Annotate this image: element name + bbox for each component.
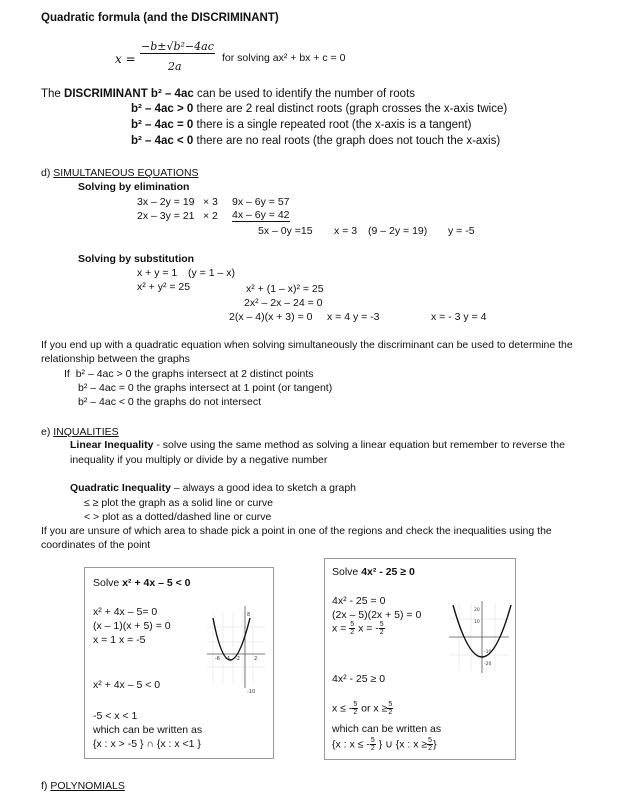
substitution-title: Solving by substitution <box>78 253 195 265</box>
box1-line4: x² + 4x – 5 < 0 <box>93 679 161 691</box>
formula-denominator: 2a <box>168 60 182 73</box>
y-tick-top: 8 <box>247 612 251 618</box>
box1-line3: x = 1 x = -5 <box>93 634 146 646</box>
quadratic-inequality-line <box>70 482 356 494</box>
example-box-1 <box>84 567 274 759</box>
elim-xval: x = 3 <box>334 225 358 237</box>
elim-mult1: × 3 <box>203 196 218 208</box>
box2-line7 <box>332 737 437 752</box>
case-text: there are no real roots (the graph does not touch the x-axis) <box>196 135 501 147</box>
box1-graph <box>203 602 269 694</box>
case-cond: b² – 4ac = 0 <box>131 119 194 131</box>
elim-yval: y = -5 <box>448 225 475 237</box>
fraction-5-2 <box>352 701 358 716</box>
sub-step2: 2x² – 2x – 24 = 0 <box>244 297 323 309</box>
quad-text: – always a good idea to sketch a graph <box>173 482 356 494</box>
title-bold: x² + 4x – 5 < 0 <box>122 577 191 589</box>
x-eq-neg: x = - <box>358 622 379 635</box>
case-text: there is a single repeated root (the x-axis is a tangent) <box>196 119 472 131</box>
page-title: Quadratic formula (and the DISCRIMINANT) <box>41 12 279 24</box>
elim-res1: 9x – 6y = 57 <box>232 196 290 208</box>
box1-line6: which can be written as <box>93 724 203 736</box>
title-pre: Solve <box>93 577 120 589</box>
section-title: SIMULTANEOUS EQUATIONS <box>53 167 199 179</box>
discriminant-case-3 <box>131 135 500 147</box>
title-pre: Solve <box>332 566 359 578</box>
or-x-ge: or x ≥ <box>361 702 388 715</box>
section-d-heading <box>41 167 199 179</box>
unsure-line1: If you are unsure of which area to shade pick a point in one of the regions and check the inequalities using the <box>41 525 552 537</box>
set-union: } ∪ {x : x ≥ <box>378 738 428 751</box>
box2-line4: 4x² - 25 ≥ 0 <box>332 673 386 685</box>
numerator: 5 <box>350 621 355 628</box>
elim-eq2: 2x – 3y = 21 <box>137 210 195 222</box>
elim-sub: (9 – 2y = 19) <box>368 225 428 237</box>
example-box-2 <box>324 558 516 760</box>
box1-line2: (x – 1)(x + 5) = 0 <box>93 620 171 632</box>
box2-line5 <box>332 701 393 716</box>
denominator: 2 <box>428 745 433 752</box>
box1-title <box>93 577 191 589</box>
section-title: POLYNOMIALS <box>50 780 125 792</box>
unsure-line2: coordinates of the point <box>41 539 151 551</box>
set-close: } <box>433 738 437 751</box>
box1-line1: x² + 4x – 5= 0 <box>93 606 158 618</box>
if-case-1 <box>64 368 314 380</box>
y-tick-bottom: -10 <box>247 689 256 694</box>
sub-rearr: (y = 1 – x) <box>188 267 235 279</box>
formula-numerator: −b±√b²−4ac <box>141 40 214 53</box>
y-tick: -10 <box>484 650 492 655</box>
linear-title: Linear Inequality <box>70 439 154 451</box>
intro-pre: The <box>41 88 61 100</box>
numerator: 5 <box>428 737 433 744</box>
sub-sol1: x = 4 y = -3 <box>327 311 380 323</box>
sim-note-line2: relationship between the graphs <box>41 353 190 365</box>
grid-lines <box>207 612 265 684</box>
intro-rest: can be used to identify the number of roots <box>196 88 415 100</box>
y-tick: 20 <box>474 608 480 613</box>
x-tick: -4 <box>225 656 230 662</box>
box2-line3 <box>332 621 385 636</box>
title-bold: 4x² - 25 ≥ 0 <box>361 566 415 578</box>
linear-text-2: inequality if you multiply or divide by a negative number <box>70 454 328 466</box>
if-text: b² – 4ac > 0 the graphs intersect at 2 distinct points <box>75 368 314 380</box>
numerator: 5 <box>388 701 393 708</box>
box2-line2: (2x – 5)(2x + 5) = 0 <box>332 609 422 621</box>
x-tick: -6 <box>215 656 220 662</box>
if-case-3: b² – 4ac < 0 the graphs do not intersect <box>78 396 261 408</box>
sub-eq2: x² + y² = 25 <box>137 281 191 293</box>
y-tick: -20 <box>484 662 492 667</box>
section-prefix: d) <box>41 167 51 179</box>
if-case-2: b² – 4ac = 0 the graphs intersect at 1 point (or tangent) <box>78 382 333 394</box>
denominator: 2 <box>379 629 384 636</box>
elimination-title: Solving by elimination <box>78 181 190 193</box>
case-cond: b² – 4ac < 0 <box>131 135 194 147</box>
box1-line7: {x : x > -5 } ∩ {x : x <1 } <box>93 738 201 750</box>
box2-title <box>332 566 415 578</box>
elim-eq1: 3x – 2y = 19 <box>137 196 195 208</box>
section-prefix: e) <box>41 426 51 438</box>
fraction-5-2 <box>387 701 393 716</box>
section-prefix: f) <box>41 780 48 792</box>
numerator: 5 <box>353 701 358 708</box>
section-e-heading <box>41 426 119 438</box>
fraction-5-2 <box>379 621 385 636</box>
denominator: 2 <box>350 629 355 636</box>
if-prefix: If <box>64 368 70 380</box>
denominator: 2 <box>388 709 393 716</box>
box1-line5: -5 < x < 1 <box>93 710 138 722</box>
y-tick: 10 <box>474 620 480 625</box>
formula-lhs: x = <box>115 52 136 66</box>
denominator: 2 <box>370 745 375 752</box>
linear-inequality-line <box>70 439 565 451</box>
discriminant-case-1 <box>131 103 507 115</box>
numerator: 5 <box>370 737 375 744</box>
quad-title: Quadratic Inequality <box>70 482 171 494</box>
sub-step3: 2(x – 4)(x + 3) = 0 <box>229 311 313 323</box>
x-eq: x = <box>332 622 347 635</box>
discriminant-intro <box>41 88 415 100</box>
sub-step1: x² + (1 – x)² = 25 <box>246 283 324 295</box>
formula-note: for solving ax² + bx + c = 0 <box>222 52 346 64</box>
set-left: {x : x ≤ - <box>332 738 370 751</box>
denominator: 2 <box>353 709 358 716</box>
solid-line-rule: ≤ ≥ plot the graph as a solid line or curve <box>84 497 273 509</box>
elim-res2: 4x – 6y = 42 <box>232 209 290 221</box>
section-f-heading <box>41 780 125 792</box>
intro-bold: DISCRIMINANT b² – 4ac <box>64 88 194 100</box>
box2-graph <box>447 599 513 675</box>
linear-text: - solve using the same method as solving a linear equation but remember to reverse the <box>156 439 565 451</box>
sub-eq1: x + y = 1 <box>137 267 178 279</box>
case-text: there are 2 real distinct roots (graph crosses the x-axis twice) <box>196 103 508 115</box>
box2-line1: 4x² - 25 = 0 <box>332 595 386 607</box>
elim-mult2: × 2 <box>203 210 218 222</box>
fraction-5-2 <box>370 737 376 752</box>
x-tick: -2 <box>235 656 240 662</box>
x-tick: 2 <box>254 656 258 662</box>
sub-sol2: x = - 3 y = 4 <box>431 311 487 323</box>
numerator: 5 <box>379 621 384 628</box>
fraction-5-2 <box>349 621 355 636</box>
box2-line6: which can be written as <box>332 723 442 735</box>
case-cond: b² – 4ac > 0 <box>131 103 194 115</box>
elim-diff: 5x – 0y =15 <box>258 225 313 237</box>
sim-note-line1: If you end up with a quadratic equation when solving simultaneously the discriminant can be used to determine the <box>41 339 573 351</box>
section-title: INQUALITIES <box>53 426 119 438</box>
x-le: x ≤ - <box>332 702 353 715</box>
dotted-line-rule: < > plot as a dotted/dashed line or curve <box>84 511 272 523</box>
discriminant-case-2 <box>131 119 471 131</box>
